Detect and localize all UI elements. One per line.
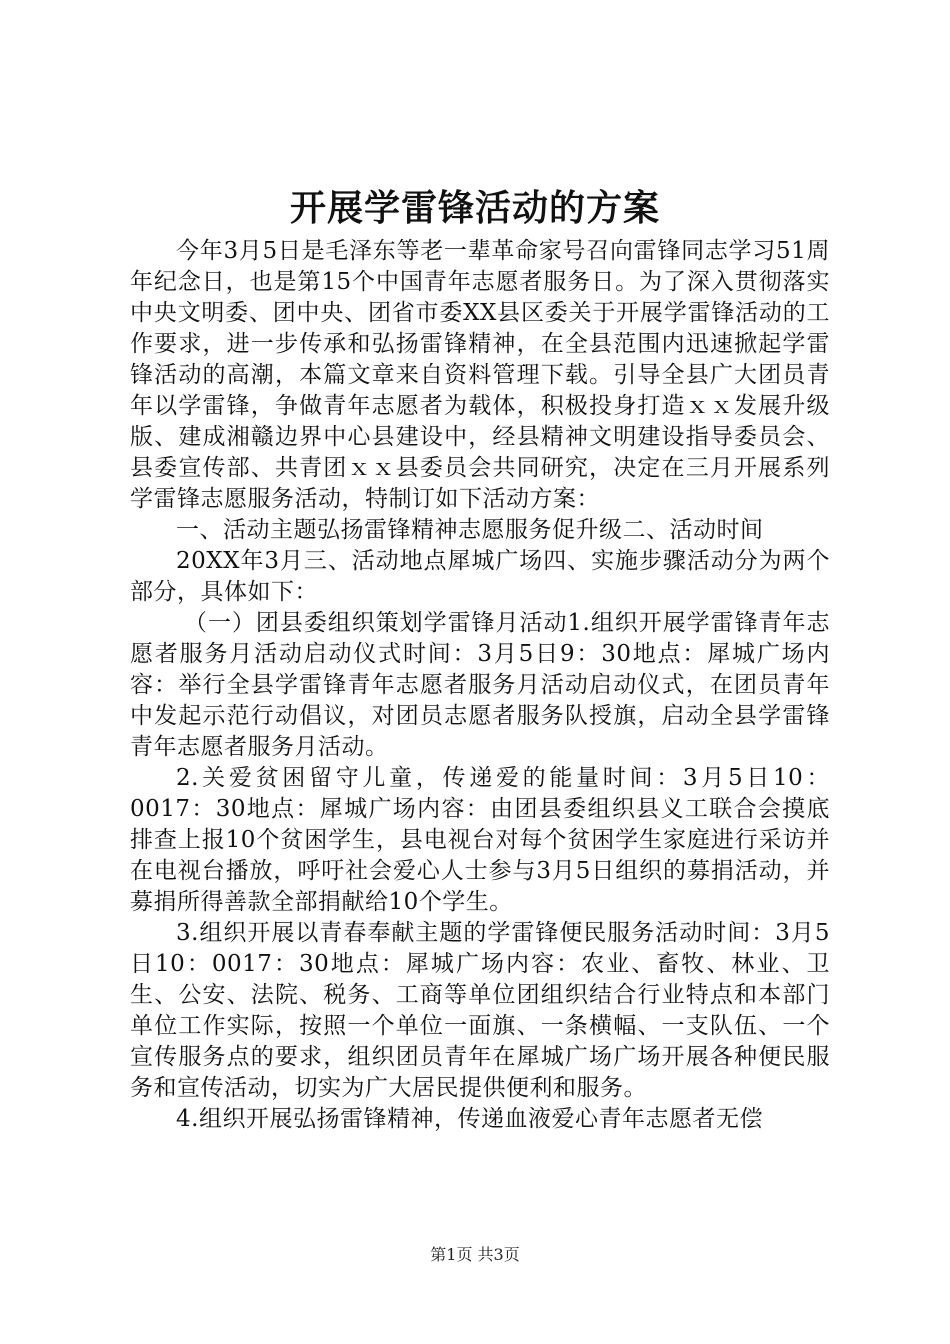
document-body [130,236,830,1135]
page-number-footer: 第1页 共3页 [430,1245,520,1264]
paragraph-section-1: （一）团县委组织策划学雷锋月活动1.组织开展学雷锋青年志愿者服务月活动启动仪式时间：3月5日9：30地点：犀城广场内容：举行全县学雷锋青年志愿者服务月活动启动仪式，在团员青年中发起示范行动倡议，对团员志愿者服务队授旗，启动全县学雷锋青年志愿者服务月活动。 [130,610,830,760]
paragraph-place-steps: 20XX年3月三、活动地点犀城广场四、实施步骤活动分为两个部分，具体如下： [130,548,830,605]
paragraph-item-2: 2.关爱贫困留守儿童，传递爱的能量时间：3月5日10：0017：30地点：犀城广场内容：由团县委组织县义工联合会摸底排查上报10个贫困学生，县电视台对每个贫困学生家庭进行采访并在电视台播放，呼吁社会爱心人士参与3月5日组织的募捐活动，并募捐所得善款全部捐献给10个学生。 [130,765,830,915]
paragraph-item-4: 4.组织开展弘扬雷锋精神，传递血液爱心青年志愿者无偿 [176,1106,763,1132]
document-title: 开展学雷锋活动的方案 [289,187,660,229]
paragraph-theme-time: 一、活动主题弘扬雷锋精神志愿服务促升级二、活动时间 [176,517,764,543]
paragraph-intro: 今年3月5日是毛泽东等老一辈革命家号召向雷锋同志学习51周年纪念日，也是第15个中国青年志愿者服务日。为了深入贯彻落实中央文明委、团中央、团省市委XX县区委关于开展学雷锋活动的工作要求，进一步传承和弘扬雷锋精神，在全县范围内迅速掀起学雷锋活动的高潮，本篇文章来自资料管理下载。引导全县广大团员青年以学雷锋，争做青年志愿者为载体，积极投身打造ｘｘ发展升级版、建成湘赣边界中心县建设中，经县精神文明建设指导委员会、县委宣传部、共青团ｘｘ县委员会共同研究，决定在三月开展系列学雷锋志愿服务活动，特制订如下活动方案： [130,238,830,512]
paragraph-item-3: 3.组织开展以青春奉献主题的学雷锋便民服务活动时间：3月5日10：0017：30地点：犀城广场内容：农业、畜牧、林业、卫生、公安、法院、税务、工商等单位团组织结合行业特点和本部门单位工作实际，按照一个单位一面旗、一条横幅、一支队伍、一个宣传服务点的要求，组织团员青年在犀城广场广场开展各种便民服务和宣传活动，切实为广大居民提供便利和服务。 [130,920,830,1101]
